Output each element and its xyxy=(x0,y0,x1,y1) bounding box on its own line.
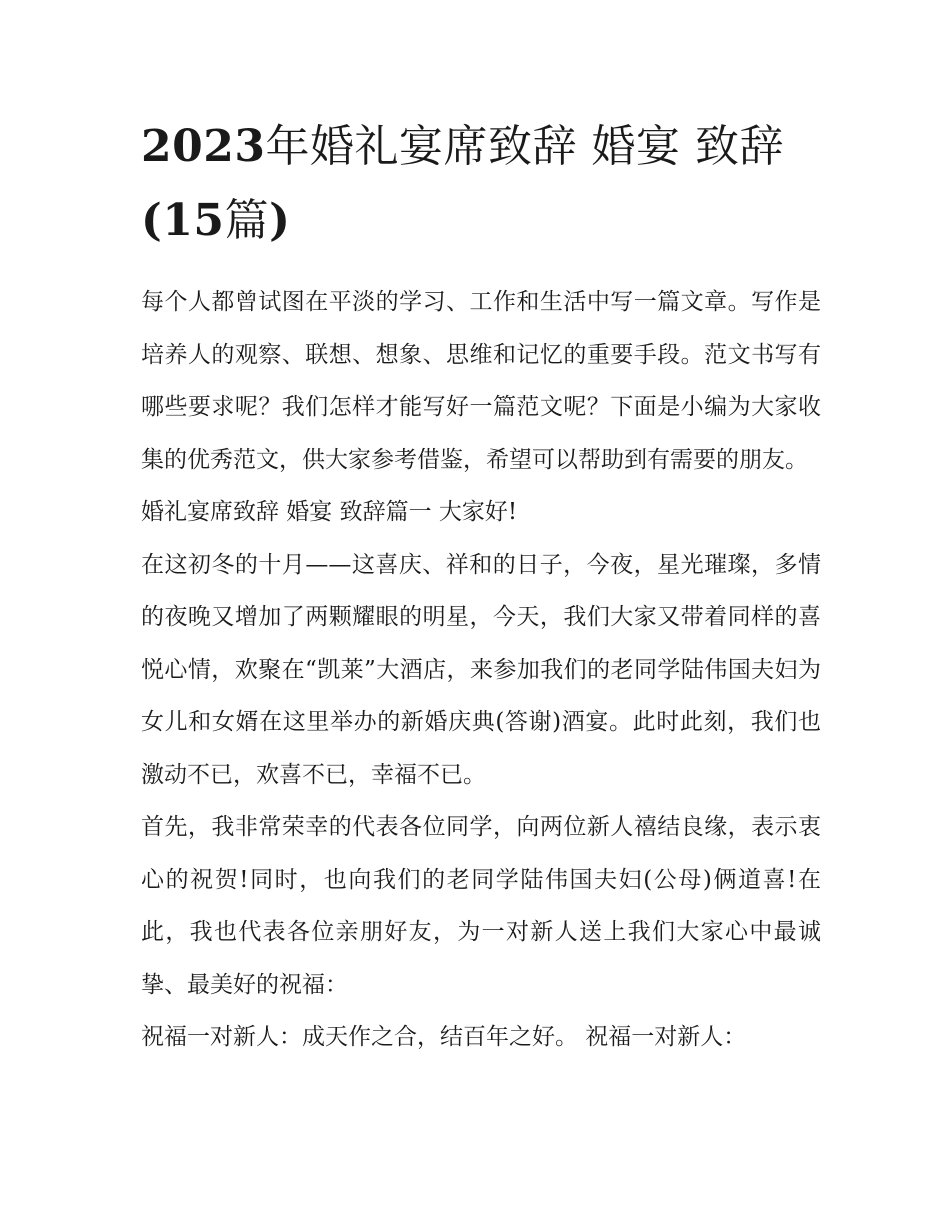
paragraph-body-2: 首先，我非常荣幸的代表各位同学，向两位新人禧结良缘，表示衷心的祝贺!同时，也向我们的老同学陆伟国夫妇(公母)俩道喜!在此，我也代表各位亲朋好友，为一对新人送上我们大家心中最诚挚、最美好的祝福： xyxy=(141,814,821,998)
paragraph-body-3: 祝福一对新人：成天作之合，结百年之好。 祝福一对新人： xyxy=(141,1024,747,1050)
document-body xyxy=(141,110,821,1064)
paragraph-intro: 每个人都曾试图在平淡的学习、工作和生活中写一篇文章。写作是培养人的观察、联想、想象、思维和记忆的重要手段。范文书写有哪些要求呢？我们怎样才能写好一篇范文呢？下面是小编为大家收集的优秀范文，供大家参考借鉴，希望可以帮助到有需要的朋友。 xyxy=(141,289,821,473)
paragraph-body-1: 在这初冬的十月——这喜庆、祥和的日子，今夜，星光璀璨，多情的夜晚又增加了两颗耀眼的明星，今天，我们大家又带着同样的喜悦心情，欢聚在“凯莱”大酒店，来参加我们的老同学陆伟国夫妇为女儿和女婿在这里举办的新婚庆典(答谢)酒宴。此时此刻，我们也激动不已，欢喜不已，幸福不已。 xyxy=(141,551,821,788)
document-title: 2023年婚礼宴席致辞 婚宴 致辞(15篇) xyxy=(141,121,784,246)
paragraph-heading-1: 婚礼宴席致辞 婚宴 致辞篇一 大家好! xyxy=(141,499,518,525)
